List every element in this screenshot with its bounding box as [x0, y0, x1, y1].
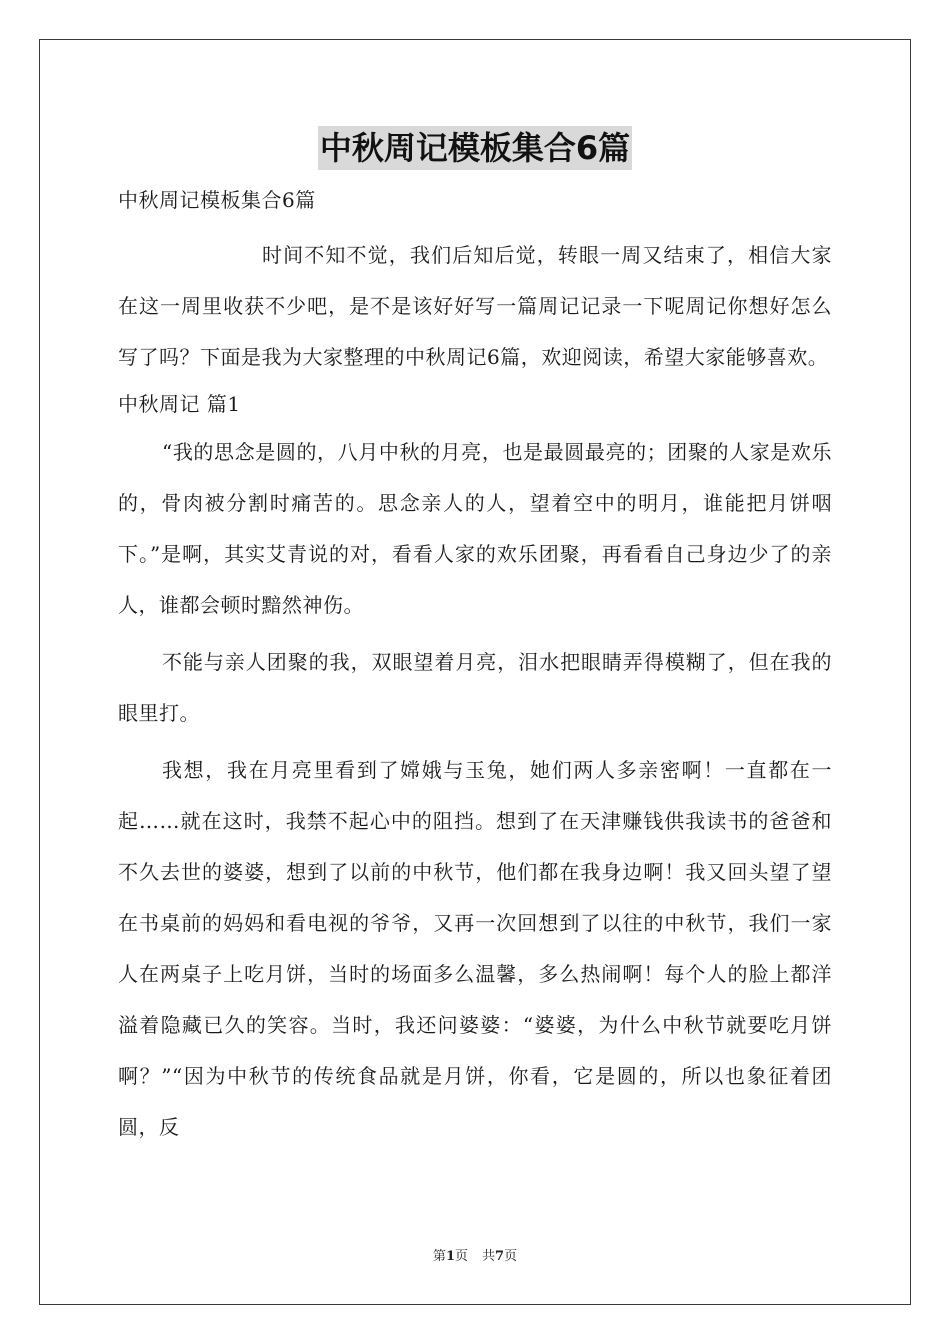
footer-total-suffix: 页: [504, 1249, 518, 1264]
document-title: 中秋周记模板集合6篇: [318, 126, 632, 170]
document-body: [118, 178, 832, 1153]
footer-page-prefix: 第: [432, 1249, 446, 1264]
title-container: [0, 126, 950, 170]
section-heading: 中秋周记 篇1: [118, 392, 241, 416]
body-paragraph-3: 我想，我在月亮里看到了嫦娥与玉兔，她们两人多亲密啊！一直都在一起……就在这时，我禁不起心中的阻挡。想到了在天津赚钱供我读书的爸爸和不久去世的婆婆，想到了以前的中秋节，他们都在我身边啊！我又回头望了望在书桌前的妈妈和看电视的爷爷，又再一次回想到了以往的中秋节，我们一家人在两桌子上吃月饼，当时的场面多么温馨，多么热闹啊！每个人的脸上都洋溢着隐藏已久的笑容。当时，我还问婆婆：“婆婆，为什么中秋节就要吃月饼啊？”“因为中秋节的传统食品就是月饼，你看，它是圆的，所以也象征着团圆，反: [118, 758, 832, 1139]
footer-total-prefix: 共: [482, 1249, 496, 1264]
document-subtitle: 中秋周记模板集合6篇: [118, 188, 316, 212]
page-footer: [0, 1248, 950, 1266]
footer-page-current: 1: [445, 1249, 455, 1264]
footer-page-suffix: 页: [454, 1249, 468, 1264]
intro-paragraph: 时间不知不觉，我们后知后觉，转眼一周又结束了，相信大家在这一周里收获不少吧，是不是该好好写一篇周记记录一下呢周记你想好怎么写了吗？下面是我为大家整理的中秋周记6篇，欢迎阅读，希望大家能够喜欢。: [118, 243, 832, 369]
body-paragraph-2: 不能与亲人团聚的我，双眼望着月亮，泪水把眼睛弄得模糊了，但在我的眼里打。: [118, 650, 832, 725]
body-paragraph-1: “我的思念是圆的，八月中秋的月亮，也是最圆最亮的；团聚的人家是欢乐的，骨肉被分割时痛苦的。思念亲人的人，望着空中的明月，谁能把月饼咽下。”是啊，其实艾青说的对，看看人家的欢乐团聚，再看看自己身边少了的亲人，谁都会顿时黯然神伤。: [118, 440, 832, 617]
footer-total-pages: 7: [495, 1249, 505, 1264]
